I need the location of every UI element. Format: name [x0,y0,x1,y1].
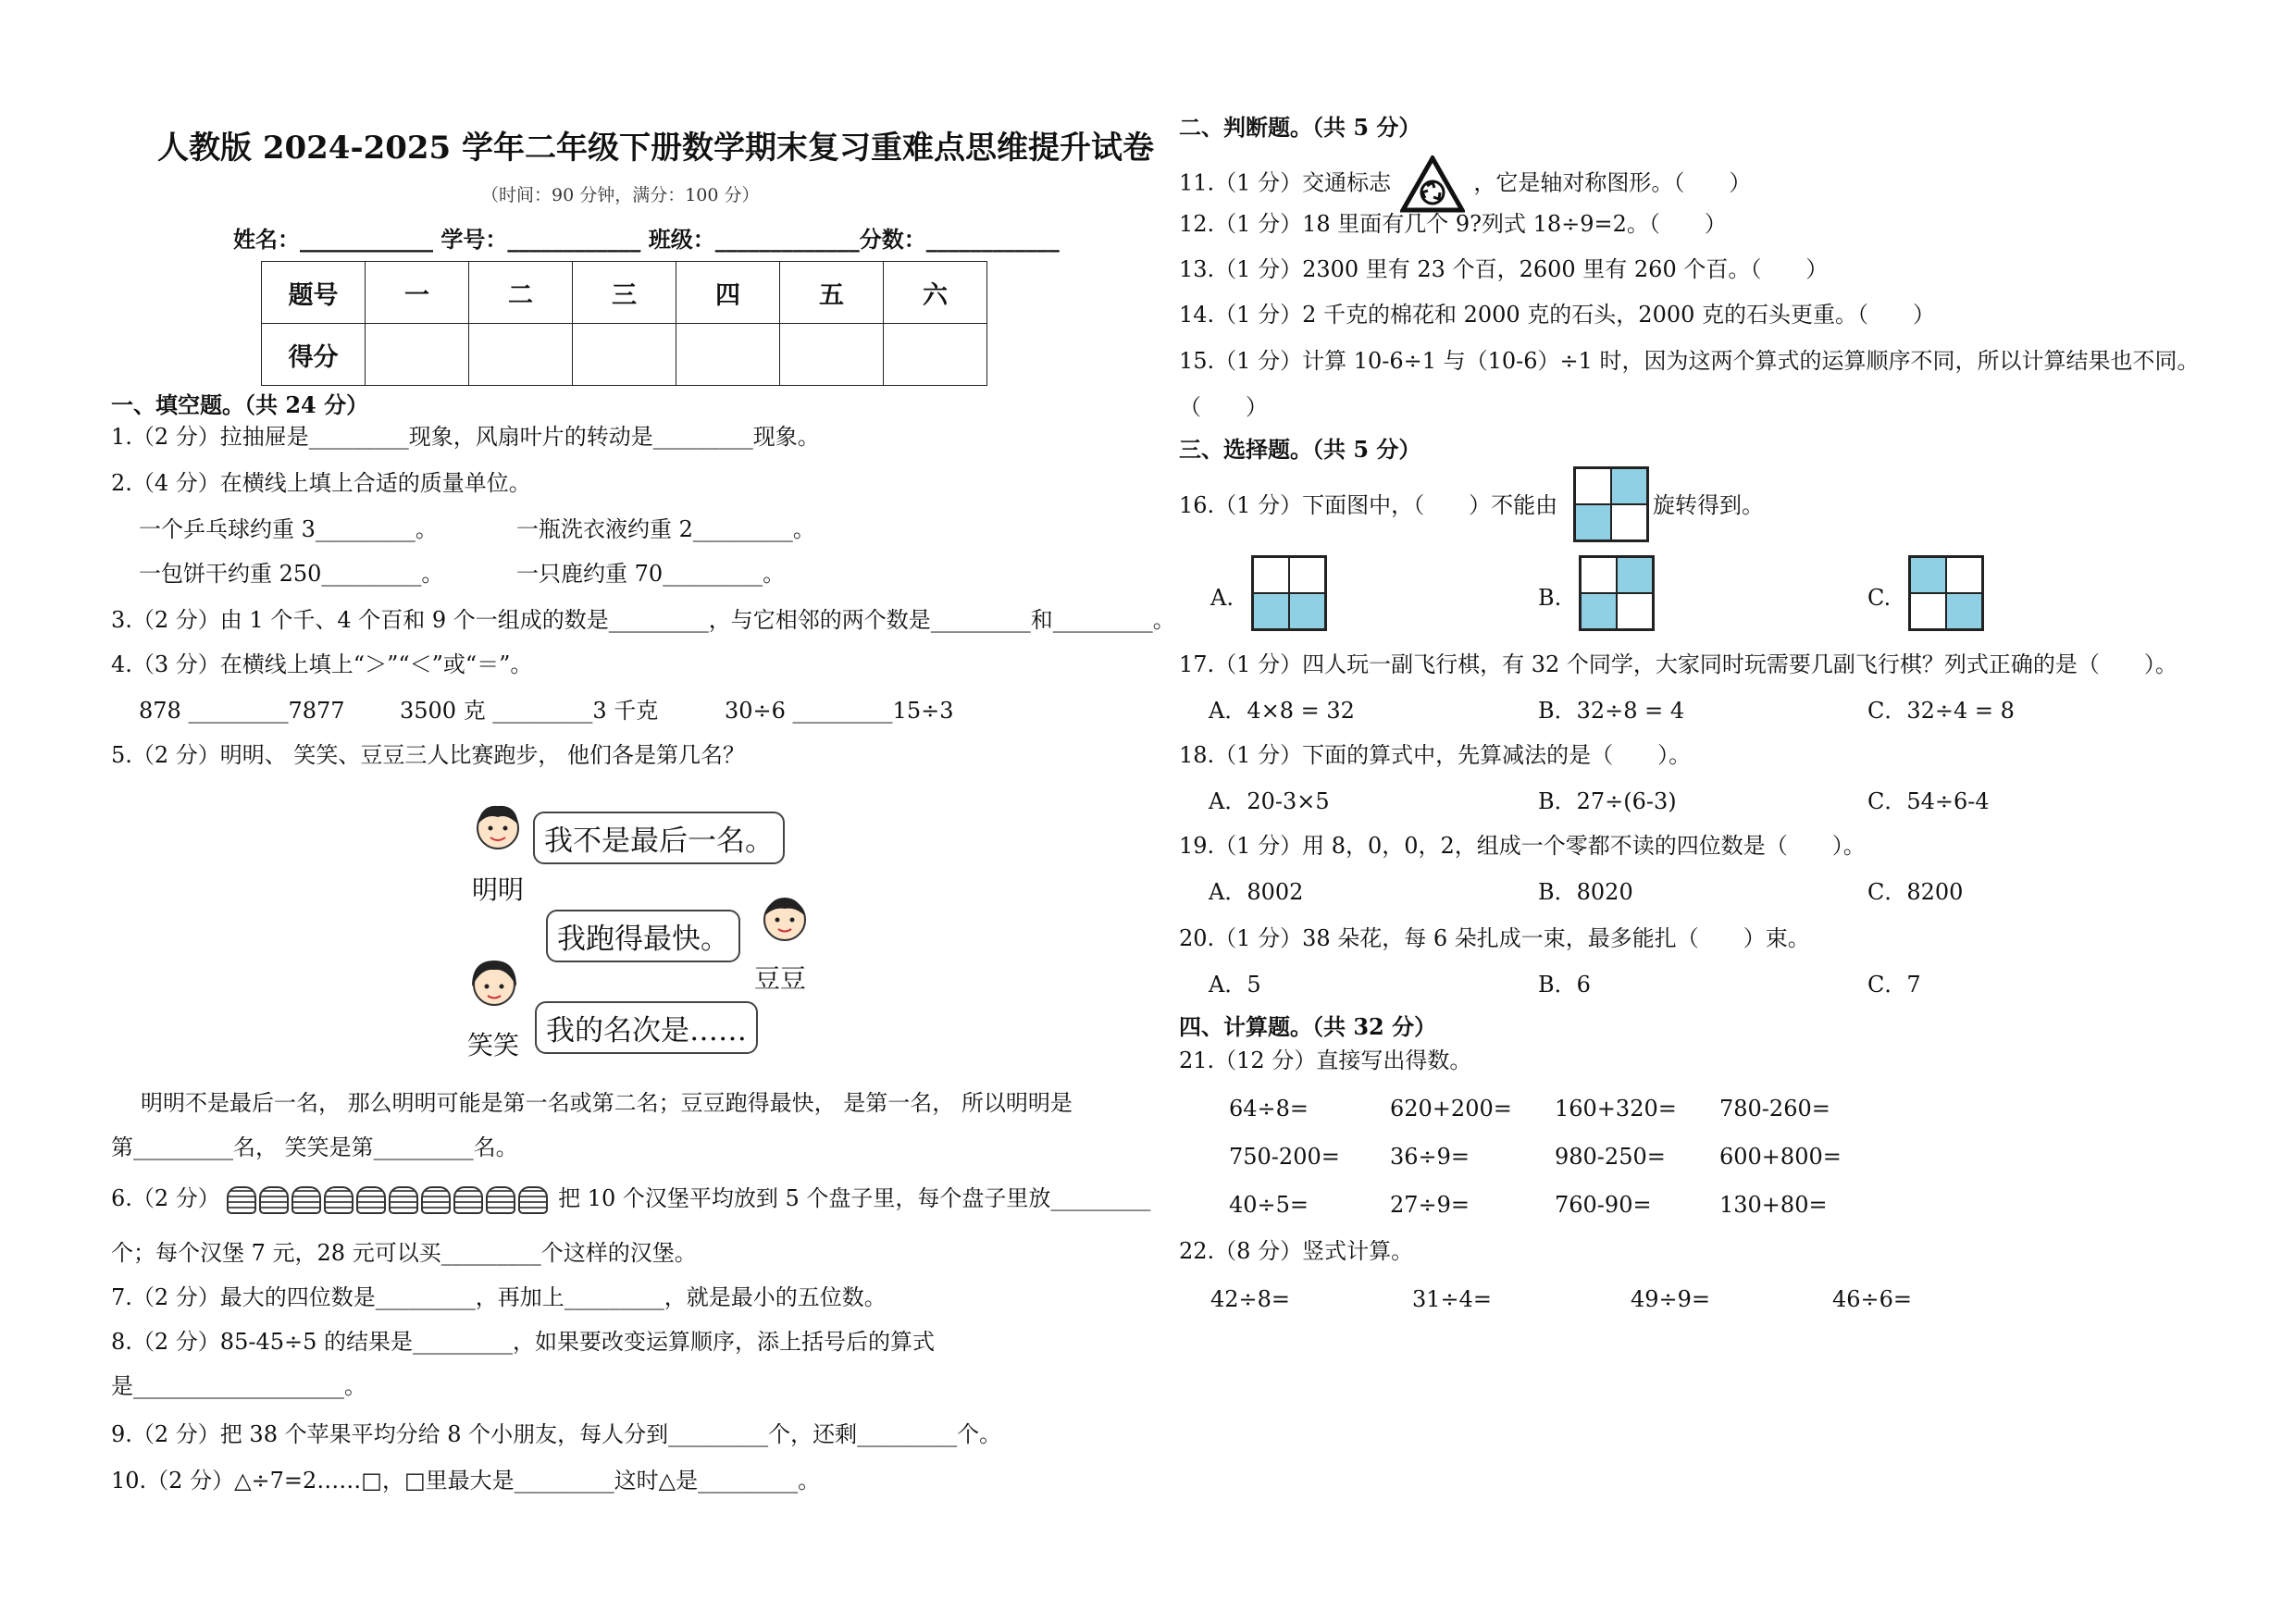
calc-item: 620+200= [1390,1096,1512,1122]
boy-doudou-icon [757,890,813,946]
traffic-sign-icon [1400,155,1465,213]
option-c[interactable]: C．54÷6-4 [1867,788,1990,814]
calc-item: 780-260= [1719,1096,1830,1122]
question-6-line2: 个；每个汉堡 7 元，28 元可以买_________个这样的汉堡。 [111,1240,697,1266]
grid-cell-shaded [1289,593,1325,629]
score-input-cell[interactable] [366,324,469,386]
question-4-item: 30÷6 _________15÷3 [725,698,954,724]
score-input-cell[interactable] [676,324,780,386]
grid-cell-shaded [1253,593,1289,629]
question-9: 9.（2 分）把 38 个苹果平均分给 8 个小朋友，每人分到_________个，还剩_________个。 [111,1421,1002,1447]
question-4: 4.（3 分）在横线上填上“＞”“＜”或“＝”。 [111,651,533,677]
question-8-line2: 是___________________。 [111,1373,366,1399]
question-6-prefix: 6.（2 分） [111,1185,220,1211]
score-cell: 五 [780,262,884,324]
option-c-figure[interactable] [1908,555,1984,631]
grid-cell-shaded [1946,593,1982,629]
question-2-item: 一包饼干约重 250_________。 [139,561,444,587]
section-heading: 一、填空题。（共 24 分） [111,391,369,418]
grid-cell-shaded [1581,593,1617,629]
score-cell: 四 [676,262,780,324]
burger-icon [259,1186,289,1214]
question-14: 14.（1 分）2 千克的棉花和 2000 克的石头，2000 克的石头更重。（ ） [1179,302,1936,328]
calc-item: 40÷5= [1229,1192,1309,1218]
grid-cell [1581,557,1617,593]
calc-item: 750-200= [1229,1144,1340,1170]
score-table-score-row [262,324,987,386]
question-21: 21.（12 分）直接写出得数。 [1179,1048,1472,1073]
calc-item: 46÷6= [1832,1286,1913,1312]
burger-icon [453,1186,483,1214]
calc-item: 36÷9= [1390,1144,1470,1170]
question-8: 8.（2 分）85-45÷5 的结果是_________，如果要改变运算顺序，添上括号后的算式 [111,1329,935,1355]
question-2-item: 一只鹿约重 70_________。 [516,561,786,587]
question-18: 18.（1 分）下面的算式中，先算减法的是（ ）。 [1179,742,1692,768]
grid-cell [1575,468,1611,504]
score-cell: 一 [366,262,469,324]
option-b[interactable]: B．8020 [1538,879,1633,905]
calc-item: 49÷9= [1631,1286,1711,1312]
grid-cell [1617,593,1653,629]
section-heading: 三、选择题。（共 5 分） [1179,436,1421,463]
calc-item: 42÷8= [1210,1286,1291,1312]
score-cell: 得分 [262,324,366,386]
question-6-suffix: 把 10 个汉堡平均放到 5 个盘子里，每个盘子里放_________ [558,1185,1151,1211]
question-4-item: 878 _________7877 [139,698,345,724]
question-2: 2.（4 分）在横线上填上合适的质量单位。 [111,470,531,496]
grid-cell [1611,504,1647,540]
question-13: 13.（1 分）2300 里有 23 个百，2600 里有 260 个百。（ ） [1179,256,1829,282]
question-5: 5.（2 分）明明、 笑笑、豆豆三人比赛跑步， 他们各是第几名？ [111,742,746,768]
speech-bubble: 我不是最后一名。 [533,812,785,864]
burger-icon [421,1186,451,1214]
score-cell: 三 [573,262,676,324]
calc-item: 980-250= [1555,1144,1666,1170]
burger-icon [486,1186,515,1214]
burger-icon [389,1186,418,1214]
grid-cell-shaded [1910,557,1946,593]
calc-item: 64÷8= [1229,1096,1309,1122]
option-a[interactable]: A．20-3×5 [1209,788,1330,814]
question-11-suffix: ，它是轴对称图形。（ ） [1473,169,1752,196]
question-20: 20.（1 分）38 朵花，每 6 朵扎成一束，最多能扎（ ）束。 [1179,925,1810,951]
grid-cell [1946,557,1982,593]
score-table [261,261,987,386]
question-4-item: 3500 克 _________3 千克 [400,698,659,724]
calc-item: 600+800= [1719,1144,1842,1170]
original-grid-figure [1573,466,1649,542]
grid-cell [1289,557,1325,593]
section-heading: 四、计算题。（共 32 分） [1179,1013,1437,1040]
question-15-line2: （ ） [1179,394,1268,420]
score-input-cell[interactable] [469,324,573,386]
calc-item: 130+80= [1719,1192,1828,1218]
question-19: 19.（1 分）用 8，0，0，2，组成一个零都不读的四位数是（ ）。 [1179,833,1866,859]
option-b[interactable]: B．6 [1538,972,1591,998]
grid-cell [1253,557,1289,593]
question-12: 12.（1 分）18 里面有几个 9?列式 18÷9=2。（ ） [1179,211,1727,237]
score-input-cell[interactable] [780,324,884,386]
page-title: 人教版 2024-2025 学年二年级下册数学期末复习重难点思维提升试卷 [157,130,1155,167]
option-b-label: B. [1538,585,1562,611]
grid-cell-shaded [1575,504,1611,540]
speech-bubble: 我跑得最快。 [546,910,740,962]
question-11-prefix: 11.（1 分）交通标志 [1179,169,1392,196]
question-5-text: 明明不是最后一名， 那么明明可能是第一名或第二名；豆豆跑得最快， 是第一名， 所以明明是 [141,1090,1073,1116]
score-cell: 六 [884,262,987,324]
question-16-prefix: 16.（1 分）下面图中，（ ）不能由 [1179,492,1558,518]
option-c[interactable]: C．7 [1867,972,1921,998]
burger-icon [518,1186,548,1214]
option-b[interactable]: B．32÷8 = 4 [1538,698,1685,724]
boy-mingming-icon [470,799,526,854]
speech-bubble: 我的名次是…… [535,1001,758,1054]
question-7: 7.（2 分）最大的四位数是_________，再加上_________，就是最小的五位数。 [111,1284,887,1310]
section-heading: 二、判断题。（共 5 分） [1179,114,1421,141]
question-17: 17.（1 分）四人玩一副飞行棋，有 32 个同学，大家同时玩需要几副飞行棋？列式正确的是（ ）。 [1179,651,2177,677]
option-c-label: C. [1867,585,1892,611]
calc-item: 760-90= [1555,1192,1652,1218]
exam-meta: （时间：90 分钟，满分：100 分） [481,185,760,205]
question-15: 15.（1 分）计算 10-6÷1 与（10-6）÷1 时，因为这两个算式的运算顺序不同，所以计算结果也不同。 [1179,348,2200,374]
option-b[interactable]: B．27÷(6-3) [1538,788,1677,814]
option-a[interactable]: A．5 [1209,972,1261,998]
question-11 [1179,155,1751,213]
option-a[interactable]: A．4×8 = 32 [1209,698,1355,724]
kid-name: 笑笑 [467,1030,520,1060]
score-cell: 二 [469,262,573,324]
question-3: 3.（2 分）由 1 个千、4 个百和 9 个一组成的数是_________，与它相邻的两个数是_________和_________。 [111,607,1175,633]
option-a[interactable]: A．8002 [1209,879,1304,905]
question-2-item: 一个乒乓球约重 3_________。 [139,516,438,542]
calc-item: 27÷9= [1390,1192,1470,1218]
burger-icon [227,1186,256,1214]
option-c[interactable]: C．8200 [1867,879,1964,905]
burger-icon [292,1186,321,1214]
grid-cell-shaded [1611,468,1647,504]
question-22: 22.（8 分）竖式计算。 [1179,1238,1414,1264]
girl-xiaoxiao-icon [466,955,522,1010]
grid-cell [1910,593,1946,629]
score-cell: 题号 [262,262,366,324]
calc-item: 31÷4= [1412,1286,1493,1312]
burger-icon [324,1186,354,1214]
calc-item: 160+320= [1555,1096,1677,1122]
question-10: 10.（2 分）△÷7=2……□，□里最大是_________这时△是_________。 [111,1468,821,1494]
option-a-label: A. [1210,585,1234,611]
score-table-header-row [262,262,987,324]
question-6 [111,1184,1150,1214]
option-c[interactable]: C．32÷4 = 8 [1867,698,2015,724]
student-info-line[interactable]: 姓名：____________ 学号：____________ 班级：_____________分数：____________ [233,226,1060,253]
score-input-cell[interactable] [884,324,987,386]
question-2-item: 一瓶洗衣液约重 2_________。 [516,516,815,542]
question-16-suffix: 旋转得到。 [1653,492,1764,518]
grid-cell-shaded [1617,557,1653,593]
option-a-figure[interactable] [1251,555,1327,631]
option-b-figure[interactable] [1579,555,1655,631]
burger-icon [356,1186,386,1214]
question-1: 1.（2 分）拉抽屉是_________现象，风扇叶片的转动是_________现象。 [111,424,820,450]
kid-name: 明明 [472,874,525,905]
kid-name: 豆豆 [754,963,807,994]
score-input-cell[interactable] [573,324,676,386]
burgers-illustration [227,1185,558,1211]
question-5-text: 第_________名， 笑笑是第_________名。 [111,1134,518,1160]
